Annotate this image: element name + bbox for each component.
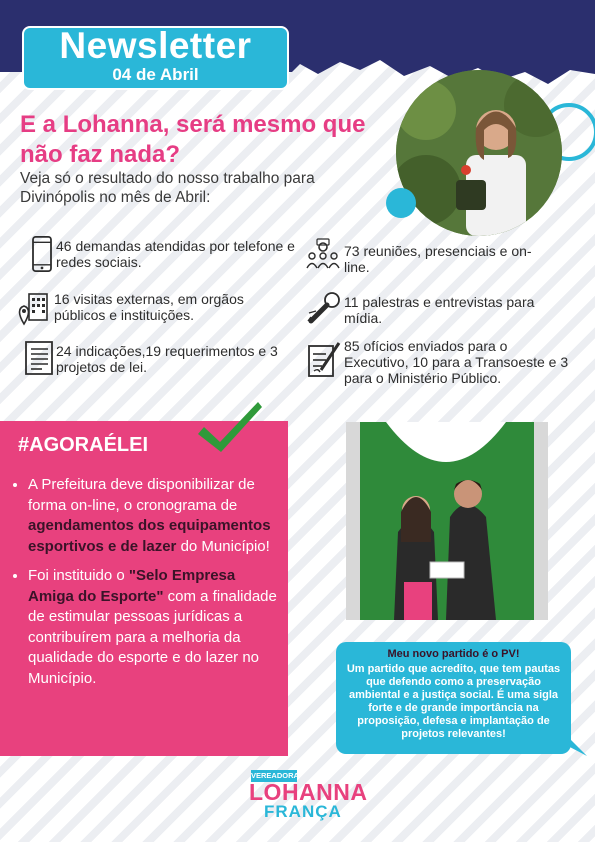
newsletter-date: 04 de Abril [112, 65, 199, 84]
headline: E a Lohanna, será mesmo que não faz nada? [20, 111, 366, 168]
footer-surname: FRANÇA [264, 802, 342, 821]
stat-indications: 24 indicações,19 requerimentos e 3 projetos de lei. [56, 343, 278, 375]
decorative-dot [386, 188, 416, 218]
party-photo [346, 422, 548, 620]
list-item: • Foi instituido o "Selo Empresa Amiga do Esporte" com a finalidade de estimular pessoas jurídicas a contribuírem para a melhoria da qualidade do esporte e do lazer no Município. [28, 566, 282, 689]
stat-visits: 16 visitas externas, em orgãos públicos e instituições. [54, 291, 244, 323]
agora-title: #AGORAÉLEI [18, 434, 149, 456]
stat-meetings: 73 reuniões, presenciais e on-line. [344, 243, 532, 275]
signed-document-icon [306, 340, 342, 378]
list-item: • A Prefeitura deve disponibilizar de forma on-line, o cronograma de agendamentos dos equipamentos esportivos e de lazer do Município! [28, 475, 282, 557]
meeting-icon [306, 238, 340, 270]
intro-text: Veja só o resultado do nosso trabalho para Divinópolis no mês de Abril: [20, 170, 315, 206]
building-location-icon [17, 292, 51, 326]
agora-bullets [16, 475, 282, 698]
footer-role: VEREADORA [251, 771, 299, 780]
footer-name: LOHANNA [249, 779, 368, 805]
profile-photo [396, 70, 562, 236]
microphone-icon [306, 291, 342, 325]
phone-icon [28, 236, 56, 272]
checkmark-icon [196, 400, 264, 456]
stat-letters: 85 ofícios enviados para o Executivo, 10 para a Transoeste e 3 para o Ministério Público. [344, 338, 569, 386]
stat-lectures: 11 palestras e entrevistas para mídia. [344, 294, 535, 326]
bubble-title: Meu novo partido é o PV! [387, 648, 520, 660]
stat-demands: 46 demandas atendidas por telefone e redes sociais. [56, 238, 295, 270]
bubble-body: Um partido que acredito, que tem pautas que defendo como a preservação ambiental e a justiça social. É uma sigla forte e de grande importância na proposição, defesa e implantação de projetos relevantes! [346, 663, 561, 740]
newsletter-title-box [24, 25, 287, 88]
newsletter-title: Newsletter [59, 25, 252, 66]
party-bubble [336, 642, 571, 754]
document-icon [24, 340, 54, 376]
